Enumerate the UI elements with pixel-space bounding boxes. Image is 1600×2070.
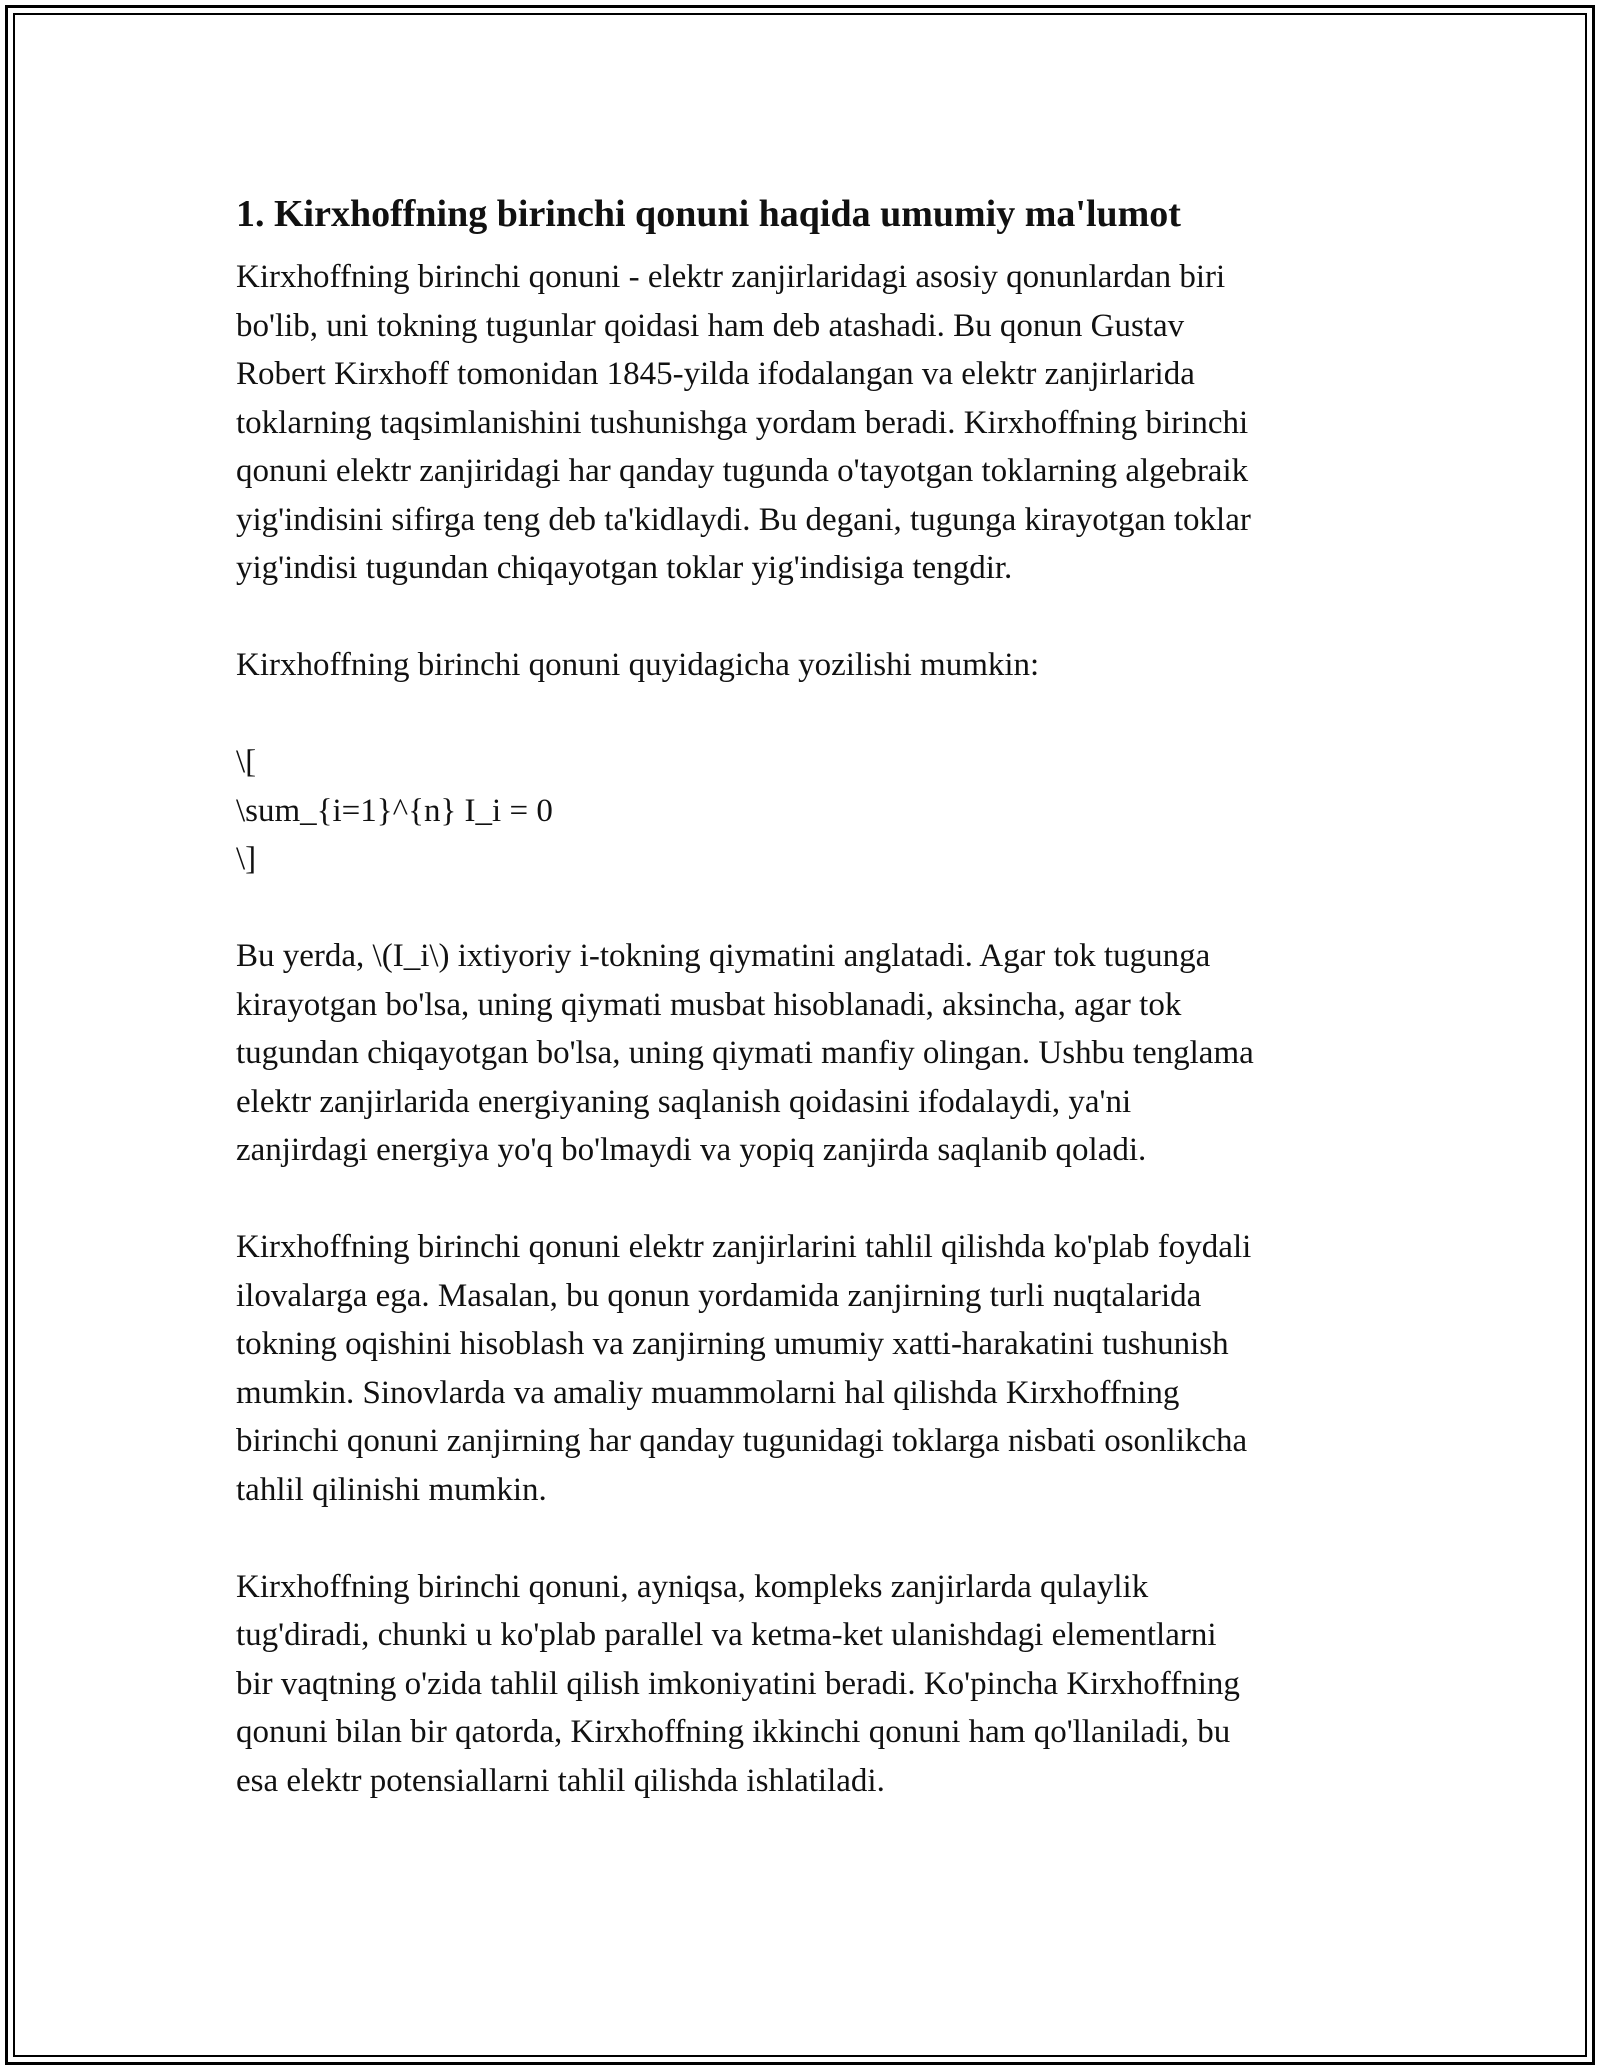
formula-intro-paragraph: Kirxhoffning birinchi qonuni quyidagicha yozilishi mumkin: bbox=[236, 647, 1040, 683]
section-heading: 1. Kirxhoffning birinchi qonuni haqida umumiy ma'lumot bbox=[236, 193, 1181, 235]
explanation-paragraph: Bu yerda, \(I_i\) ixtiyoriy i-tokning qiymatini anglatadi. Agar tok tugunga kirayotgan bo'lsa, uning qiymati musbat hisoblanadi, aksincha, agar tok tugundan chiqayotgan bo'lsa, uning qiymati manfiy olingan. Ushbu tenglama elektr zanjirlarida energiyaning saqlanish qoidasini ifodalaydi, ya'ni zanjirdagi energiya yo'q bo'lmaydi va yopiq zanjirda saqlanib qoladi. bbox=[236, 938, 1254, 1168]
intro-paragraph: Kirxhoffning birinchi qonuni - elektr zanjirlaridagi asosiy qonunlardan biri bo'lib, uni tokning tugunlar qoidasi ham deb atashadi. Bu qonun Gustav Robert Kirxhoff tomonidan 1845-yilda ifodalangan va elektr zanjirlarida toklarning taqsimlanishini tushunishga yordam beradi. Kirxhoffning birinchi qonuni elektr zanjiridagi har qanday tugunda o'tayotgan toklarning algebraik yig'indisini sifirga teng deb ta'kidlaydi. Bu degani, tugunga kirayotgan toklar yig'indisi tugundan chiqayotgan toklar yig'indisiga tengdir. bbox=[236, 259, 1251, 586]
formula-block: \[ \sum_{i=1}^{n} I_i = 0 \] bbox=[236, 744, 553, 877]
applications-paragraph: Kirxhoffning birinchi qonuni elektr zanjirlarini tahlil qilishda ko'plab foydali ilovalarga ega. Masalan, bu qonun yordamida zanjirning turli nuqtalarida tokning oqishini hisoblash va zanjirning umumiy xatti-harakatini tushunish mumkin. Sinovlarda va amaliy muammolarni hal qilishda Kirxhoffning birinchi qonuni zanjirning har qanday tugunidagi toklarga nisbati osonlikcha tahlil qilinishi mumkin. bbox=[236, 1229, 1252, 1508]
conclusion-paragraph: Kirxhoffning birinchi qonuni, ayniqsa, kompleks zanjirlarda qulaylik tug'diradi, chunki u ko'plab parallel va ketma-ket ulanishdagi elementlarni bir vaqtning o'zida tahlil qilish imkoniyatini beradi. Ko'pincha Kirxhoffning qonuni bilan bir qatorda, Kirxhoffning ikkinchi qonuni ham qo'llaniladi, bu esa elektr potensiallarni tahlil qilishda ishlatiladi. bbox=[236, 1568, 1240, 1799]
document-body bbox=[236, 185, 1376, 1805]
